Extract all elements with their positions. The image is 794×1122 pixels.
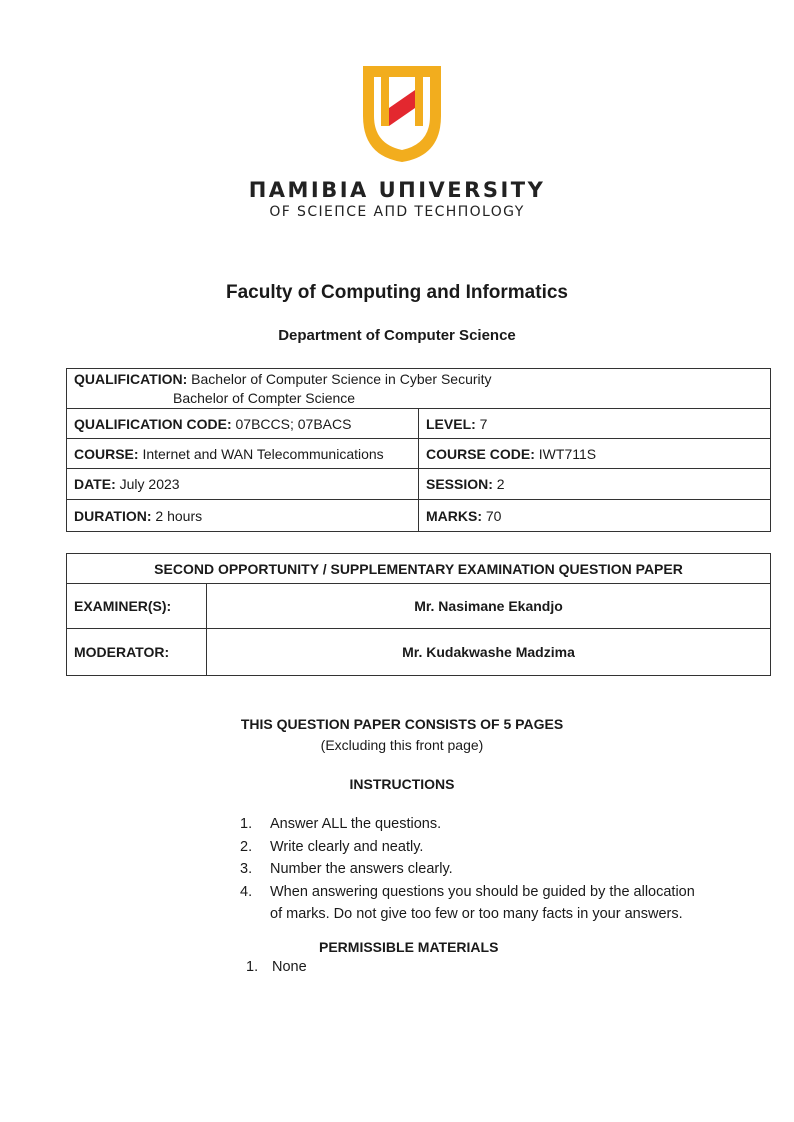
course-code-value: IWT711S bbox=[538, 445, 597, 462]
marks-cell bbox=[419, 500, 771, 532]
course-code-cell bbox=[419, 439, 771, 469]
instruction-item bbox=[240, 881, 710, 926]
instructions-title: INSTRUCTIONS bbox=[349, 776, 455, 792]
qual-code-label: QUALIFICATION CODE: bbox=[74, 415, 232, 432]
logo-bar-left bbox=[381, 74, 389, 126]
university-name: ΠΑΜΙΒΙΑ UΠΙVERSITY bbox=[248, 178, 546, 202]
qual-code-cell bbox=[67, 409, 419, 439]
session-cell bbox=[419, 469, 771, 500]
exam-title: SECOND OPPORTUNITY / SUPPLEMENTARY EXAMINATION QUESTION PAPER bbox=[67, 554, 771, 584]
marks-label: MARKS: bbox=[426, 507, 482, 524]
course-cell bbox=[67, 439, 419, 469]
exam-title-row bbox=[67, 554, 771, 584]
course-label: COURSE: bbox=[74, 445, 139, 462]
examiner-value: Mr. Nasimane Ekandjo bbox=[207, 584, 771, 629]
examiner-row bbox=[67, 584, 771, 629]
instruction-text: Write clearly and neatly. bbox=[270, 838, 424, 855]
date-label: DATE: bbox=[74, 476, 116, 492]
university-subtitle: OF SCIEΠCE AΠD TECHΠOLOGY bbox=[269, 204, 525, 220]
moderator-label: MODERATOR: bbox=[67, 629, 207, 676]
permissible-material-item bbox=[246, 959, 307, 975]
duration-row bbox=[67, 500, 771, 532]
marks-value: 70 bbox=[485, 507, 502, 524]
material-text: None bbox=[272, 959, 307, 975]
session-value: 2 bbox=[496, 476, 505, 492]
course-details-table bbox=[66, 368, 771, 532]
instruction-text: Answer ALL the questions. bbox=[270, 816, 442, 832]
instruction-item bbox=[240, 836, 710, 859]
course-value: Internet and WAN Telecommunications bbox=[142, 445, 384, 462]
material-number: 1. bbox=[246, 959, 259, 975]
instruction-number: 2. bbox=[240, 838, 253, 855]
instruction-number: 1. bbox=[240, 816, 253, 832]
qualification-value-2: Bachelor of Compter Science bbox=[173, 389, 356, 406]
course-code-label: COURSE CODE: bbox=[426, 445, 535, 462]
examiner-label: EXAMINER(S): bbox=[67, 584, 207, 629]
duration-cell bbox=[67, 500, 419, 532]
level-cell bbox=[419, 409, 771, 439]
university-logo bbox=[357, 64, 447, 164]
date-value: July 2023 bbox=[119, 476, 180, 492]
instructions-list bbox=[240, 813, 710, 926]
department-title: Department of Computer Science bbox=[278, 327, 516, 344]
logo-bar-right bbox=[415, 74, 423, 126]
excluding-note: (Excluding this front page) bbox=[320, 737, 484, 753]
qual-code-row bbox=[67, 409, 771, 439]
qualification-row bbox=[67, 369, 771, 409]
faculty-title: Faculty of Computing and Informatics bbox=[225, 282, 568, 303]
instruction-number: 3. bbox=[240, 861, 253, 877]
instruction-item bbox=[240, 858, 710, 881]
date-row bbox=[67, 469, 771, 500]
permissible-materials-title: PERMISSIBLE MATERIALS bbox=[319, 939, 499, 955]
duration-value: 2 hours bbox=[155, 507, 203, 524]
qualification-value-1: Bachelor of Computer Science in Cyber Security bbox=[191, 370, 492, 387]
moderator-value: Mr. Kudakwashe Madzima bbox=[207, 629, 771, 676]
date-cell bbox=[67, 469, 419, 500]
examination-table bbox=[66, 553, 771, 676]
instruction-item bbox=[240, 813, 710, 836]
instruction-text: Number the answers clearly. bbox=[270, 861, 453, 877]
moderator-row bbox=[67, 629, 771, 676]
duration-label: DURATION: bbox=[74, 507, 152, 524]
course-row bbox=[67, 439, 771, 469]
instruction-text: When answering questions you should be guided by the allocation of marks. Do not give too few or too many facts in your answers. bbox=[270, 883, 695, 922]
qual-code-value: 07BCCS; 07BACS bbox=[235, 415, 352, 432]
qualification-cell bbox=[67, 369, 771, 409]
page-count-note: THIS QUESTION PAPER CONSISTS OF 5 PAGES bbox=[240, 716, 564, 732]
instruction-number: 4. bbox=[240, 883, 253, 900]
qualification-label: QUALIFICATION: bbox=[74, 370, 188, 387]
session-label: SESSION: bbox=[426, 476, 493, 492]
level-label: LEVEL: bbox=[426, 415, 476, 432]
level-value: 7 bbox=[479, 415, 488, 432]
